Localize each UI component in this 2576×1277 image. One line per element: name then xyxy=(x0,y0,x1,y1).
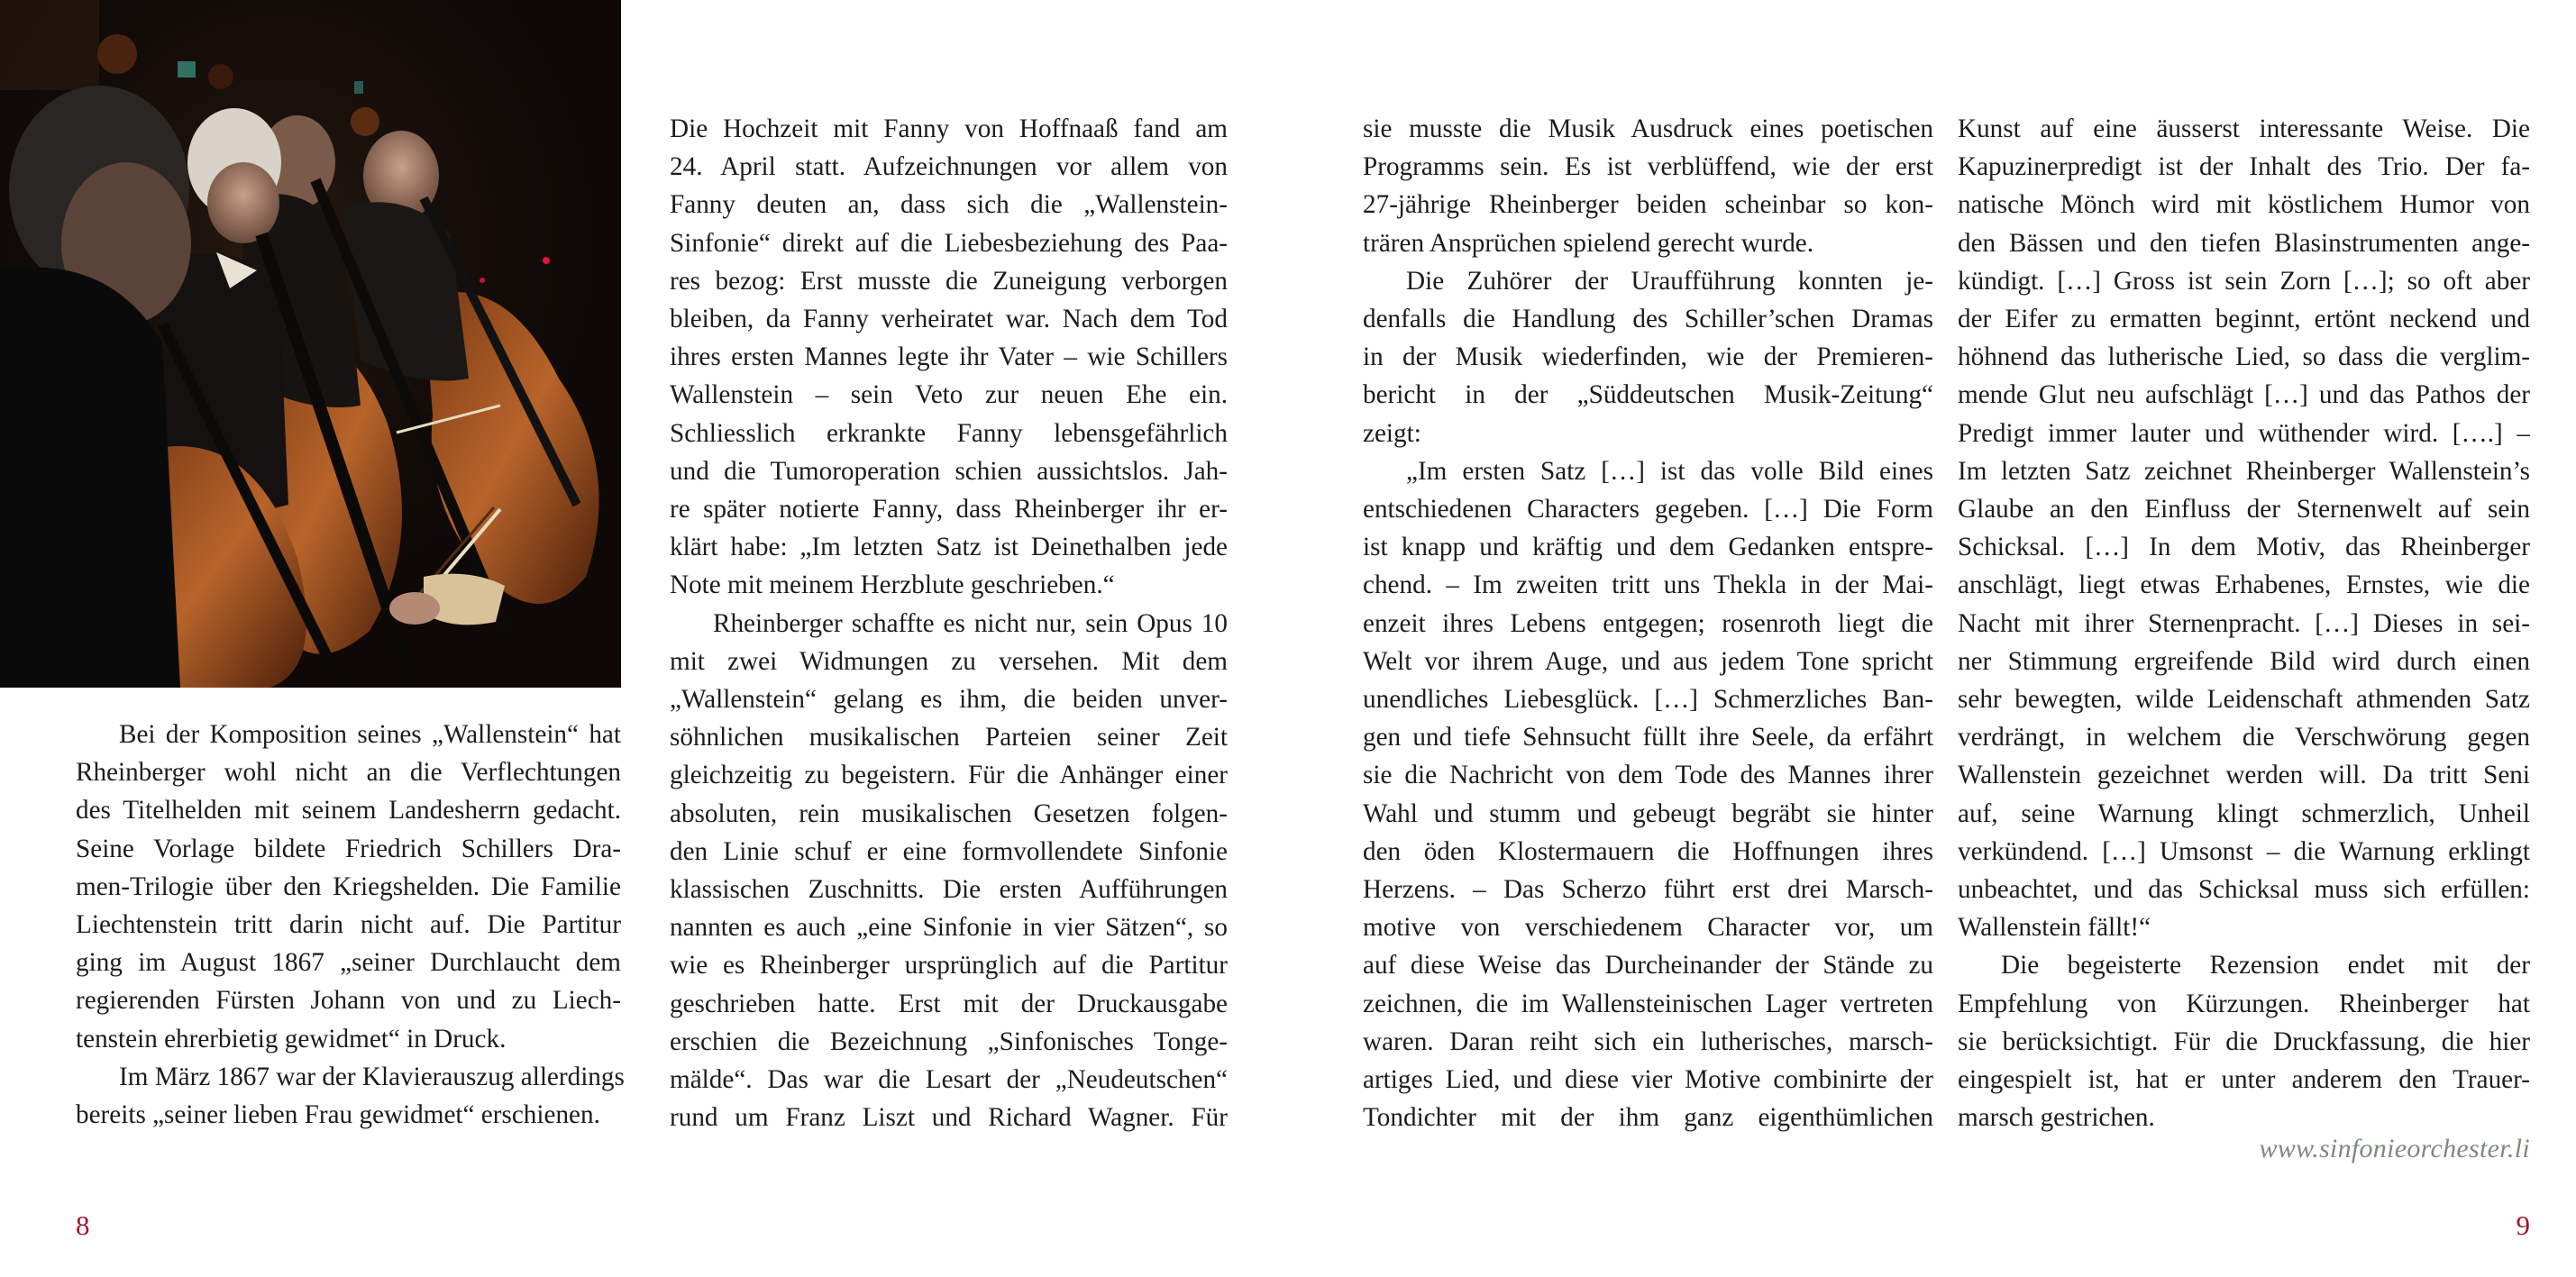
right-page-column-1 xyxy=(1363,110,1933,1136)
left-page-column-2 xyxy=(670,110,1228,1136)
paragraph xyxy=(1363,452,1933,1137)
text-line: sie musste die Musik Ausdruck eines poetischen xyxy=(1363,114,1933,143)
text-line: Die Zuhörer der Uraufführung konnten je- xyxy=(1406,266,1933,296)
text-line: auf, seine Warnung klingt schmerzlich, Unheil xyxy=(1958,798,2530,828)
text-line: unbeachtet, und das Schicksal muss sich erfüllen: xyxy=(1958,875,2530,905)
left-page-column-1 xyxy=(76,716,625,1134)
text-line: Empfehlung von Kürzungen. Rheinberger hat xyxy=(1958,989,2530,1018)
text-line: absoluten, rein musikalischen Gesetzen folgen- xyxy=(670,798,1228,828)
double-bass-players-illustration xyxy=(0,0,621,688)
text-line: nannten es auch „eine Sinfonie in vier Sätzen“, so xyxy=(670,913,1228,943)
text-line: und die Tumoroperation schien aussichtslos. Jah- xyxy=(670,456,1228,486)
text-line: höhnend das lutherische Lied, so dass die verglim- xyxy=(1958,342,2530,372)
text-line: erschien die Bezeichnung „Sinfonisches Tonge- xyxy=(670,1026,1228,1056)
text-line: Liechtenstein tritt darin nicht auf. Die Partitur xyxy=(76,910,621,940)
text-line: der Eifer zu ermatten beginnt, ertönt neckend und xyxy=(1958,305,2530,334)
text-line: Predigt immer lauter und wüthender wird. [….] – xyxy=(1958,418,2530,448)
text-line: trären Ansprüchen spielend gerecht wurde. xyxy=(1363,228,1814,258)
text-line: klärt habe: „Im letzten Satz ist Deinethalben jede xyxy=(670,533,1228,562)
page-number-right: 9 xyxy=(2516,1209,2530,1241)
text-line: tenstein ehrerbietig gewidmet“ in Druck. xyxy=(76,1024,507,1054)
text-line: re später notierte Fanny, dass Rheinberger ihr er- xyxy=(670,495,1228,524)
paragraph xyxy=(1958,946,2530,1136)
text-line: unendliches Liebesglück. […] Schmerzliches Ban- xyxy=(1363,685,1933,715)
text-line: ner Stimmung ergreifende Bild wird durch einen xyxy=(1958,646,2530,676)
text-line: gleichzeitig zu begeistern. Für die Anhänger einer xyxy=(670,761,1228,790)
text-line: motive von verschiedenem Character vor, um xyxy=(1363,913,1933,943)
text-line: Fanny deuten an, dass sich die „Wallenstein- xyxy=(670,190,1228,220)
paragraph xyxy=(1363,110,1933,262)
text-line: sie berücksichtigt. Für die Druckfassung, die hier xyxy=(1958,1026,2530,1056)
text-line: Die begeisterte Rezension endet mit der xyxy=(2001,951,2530,981)
text-line: söhnlichen musikalischen Parteien seiner Zeit xyxy=(670,723,1228,753)
text-line: ging im August 1867 „seiner Durchlaucht dem xyxy=(76,948,621,978)
text-line: Kunst auf eine äusserst interessante Weise. Die xyxy=(1958,114,2530,143)
text-line: Nacht mit ihrer Sternenpracht. […] Dieses in sei- xyxy=(1958,608,2530,638)
text-line: Note mit meinem Herzblute geschrieben.“ xyxy=(670,570,1115,600)
paragraph xyxy=(670,110,1228,605)
text-line: des Titelhelden mit seinem Landesherrn gedacht. xyxy=(76,796,621,825)
text-line: wie es Rheinberger ursprünglich auf die Partitur xyxy=(670,951,1228,981)
text-line: Welt vor ihrem Auge, und aus jedem Tone spricht xyxy=(1363,646,1933,676)
paragraph xyxy=(76,1058,625,1134)
text-line: regierenden Fürsten Johann von und zu Liech- xyxy=(76,986,621,1016)
text-line: ist knapp und kräftig und dem Gedanken entspre- xyxy=(1363,533,1933,562)
text-line: mit zwei Widmungen zu versehen. Mit dem xyxy=(670,646,1228,676)
text-line: artiges Lied, und diese vier Motive combinirte der xyxy=(1363,1065,1933,1095)
text-line: Programms sein. Es ist verblüffend, wie der erst xyxy=(1363,152,1933,182)
text-line: Tondichter mit der ihm ganz eigenthümlichen xyxy=(1363,1103,1933,1133)
text-line: den Linie schuf er eine formvollendete Sinfonie xyxy=(670,836,1228,866)
text-line: entschiedenen Characters gegeben. […] Die Form xyxy=(1363,495,1933,524)
text-line: Glaube an den Einfluss der Sternenwelt auf sein xyxy=(1958,495,2530,524)
text-line: rund um Franz Liszt und Richard Wagner. Für xyxy=(670,1103,1228,1133)
text-line: Rheinberger schaffte es nicht nur, sein Opus 10 xyxy=(713,608,1228,638)
text-line: gen und tiefe Sehnsucht füllt ihre Seele, da erfährt xyxy=(1363,723,1933,753)
paragraph xyxy=(76,716,621,1058)
text-line: sie die Nachricht von dem Tode des Mannes ihrer xyxy=(1363,761,1933,790)
text-line: sehr bewegten, wilde Leidenschaft athmenden Satz xyxy=(1958,685,2530,715)
text-line: marsch gestrichen. xyxy=(1958,1103,2155,1133)
text-line: verdrängt, in welchem die Verschwörung gegen xyxy=(1958,723,2530,753)
website-url[interactable]: www.sinfonieorchester.li xyxy=(2259,1134,2530,1163)
text-line: res bezog: Erst musste die Zuneigung verborgen xyxy=(670,266,1228,296)
text-line: klassischen Zuschnitts. Die ersten Aufführungen xyxy=(670,875,1228,905)
text-line: Die Hochzeit mit Fanny von Hoffnaaß fand am xyxy=(670,114,1228,143)
right-page-column-2 xyxy=(1958,110,2530,1136)
text-line: anschlägt, liegt etwas Erhabenes, Ernstes, wie die xyxy=(1958,570,2530,600)
text-line: Herzens. – Das Scherzo führt erst drei Marsch- xyxy=(1363,875,1933,905)
text-line: denfalls die Handlung des Schiller’schen Dramas xyxy=(1363,305,1933,334)
text-line: Kapuzinerpredigt ist der Inhalt des Trio. Der fa- xyxy=(1958,152,2530,182)
text-line: bleiben, da Fanny verheiratet war. Nach dem Tod xyxy=(670,305,1228,334)
text-line: 24. April statt. Aufzeichnungen vor allem von xyxy=(670,152,1228,182)
text-line: Im März 1867 war der Klavierauszug allerdings xyxy=(119,1062,625,1091)
paragraph xyxy=(1363,262,1933,452)
text-line: Wallenstein – sein Veto zur neuen Ehe ein. xyxy=(670,380,1228,410)
text-line: „Im ersten Satz […] ist das volle Bild eines xyxy=(1406,456,1933,486)
text-line: bereits „seiner lieben Frau gewidmet“ erschienen. xyxy=(76,1100,600,1130)
text-line: Rheinberger wohl nicht an die Verflechtungen xyxy=(76,758,621,788)
text-line: auf diese Weise das Durcheinander der Stände zu xyxy=(1363,951,1933,981)
orchestra-photo xyxy=(0,0,621,688)
text-line: Seine Vorlage bildete Friedrich Schillers Dra- xyxy=(76,834,621,863)
text-line: Sinfonie“ direkt auf die Liebesbeziehung des Paa- xyxy=(670,228,1228,258)
text-line: waren. Daran reiht sich ein lutherisches, marsch- xyxy=(1363,1026,1933,1056)
text-line: enzeit ihres Lebens entgegen; rosenroth liegt die xyxy=(1363,608,1933,638)
text-line: Wallenstein gezeichnet werden will. Da tritt Seni xyxy=(1958,761,2530,790)
text-line: chend. – Im zweiten tritt uns Thekla in der Mai- xyxy=(1363,570,1933,600)
text-line: men-Trilogie über den Kriegshelden. Die Familie xyxy=(76,871,621,901)
text-line: geschrieben hatte. Erst mit der Druckausgabe xyxy=(670,989,1228,1018)
text-line: zeichnen, die im Wallensteinischen Lager vertreten xyxy=(1363,989,1933,1018)
text-line: in der Musik wiederfinden, wie der Premieren- xyxy=(1363,342,1933,372)
text-line: Schliesslich erkrankte Fanny lebensgefährlich xyxy=(670,418,1228,448)
text-line: mende Glut neu aufschlägt […] und das Pathos der xyxy=(1958,380,2530,410)
text-line: Wallenstein fällt!“ xyxy=(1958,913,2151,943)
text-line: den öden Klostermauern die Hoffnungen ihres xyxy=(1363,836,1933,866)
text-line: ihres ersten Mannes legte ihr Vater – wie Schillers xyxy=(670,342,1228,372)
text-line: kündigt. […] Gross ist sein Zorn […]; so oft aber xyxy=(1958,266,2530,296)
text-line: natische Mönch wird mit köstlichem Humor von xyxy=(1958,190,2530,220)
text-line: Im letzten Satz zeichnet Rheinberger Wallenstein’s xyxy=(1958,456,2530,486)
text-line: „Wallenstein“ gelang es ihm, die beiden unver- xyxy=(670,685,1228,715)
text-line: eingespielt ist, hat er unter anderem den Trauer- xyxy=(1958,1065,2530,1095)
paragraph xyxy=(1958,110,2530,946)
text-line: den Bässen und den tiefen Blasinstrumenten ange- xyxy=(1958,228,2530,258)
text-line: zeigt: xyxy=(1363,418,1421,448)
text-line: 27-jährige Rheinberger beiden scheinbar so kon- xyxy=(1363,190,1933,220)
text-line: Bei der Komposition seines „Wallenstein“ hat xyxy=(119,720,621,749)
paragraph xyxy=(670,605,1228,1137)
text-line: bericht in der „Süddeutschen Musik-Zeitung“ xyxy=(1363,380,1933,410)
text-line: Schicksal. […] In dem Motiv, das Rheinberger xyxy=(1958,533,2530,562)
page-number-left: 8 xyxy=(76,1209,90,1241)
text-line: mälde“. Das war die Lesart der „Neudeutschen“ xyxy=(670,1065,1228,1095)
text-line: verkündend. […] Umsonst – die Warnung erklingt xyxy=(1958,836,2530,866)
text-line: Wahl und stumm und gebeugt begräbt sie hinter xyxy=(1363,798,1933,828)
